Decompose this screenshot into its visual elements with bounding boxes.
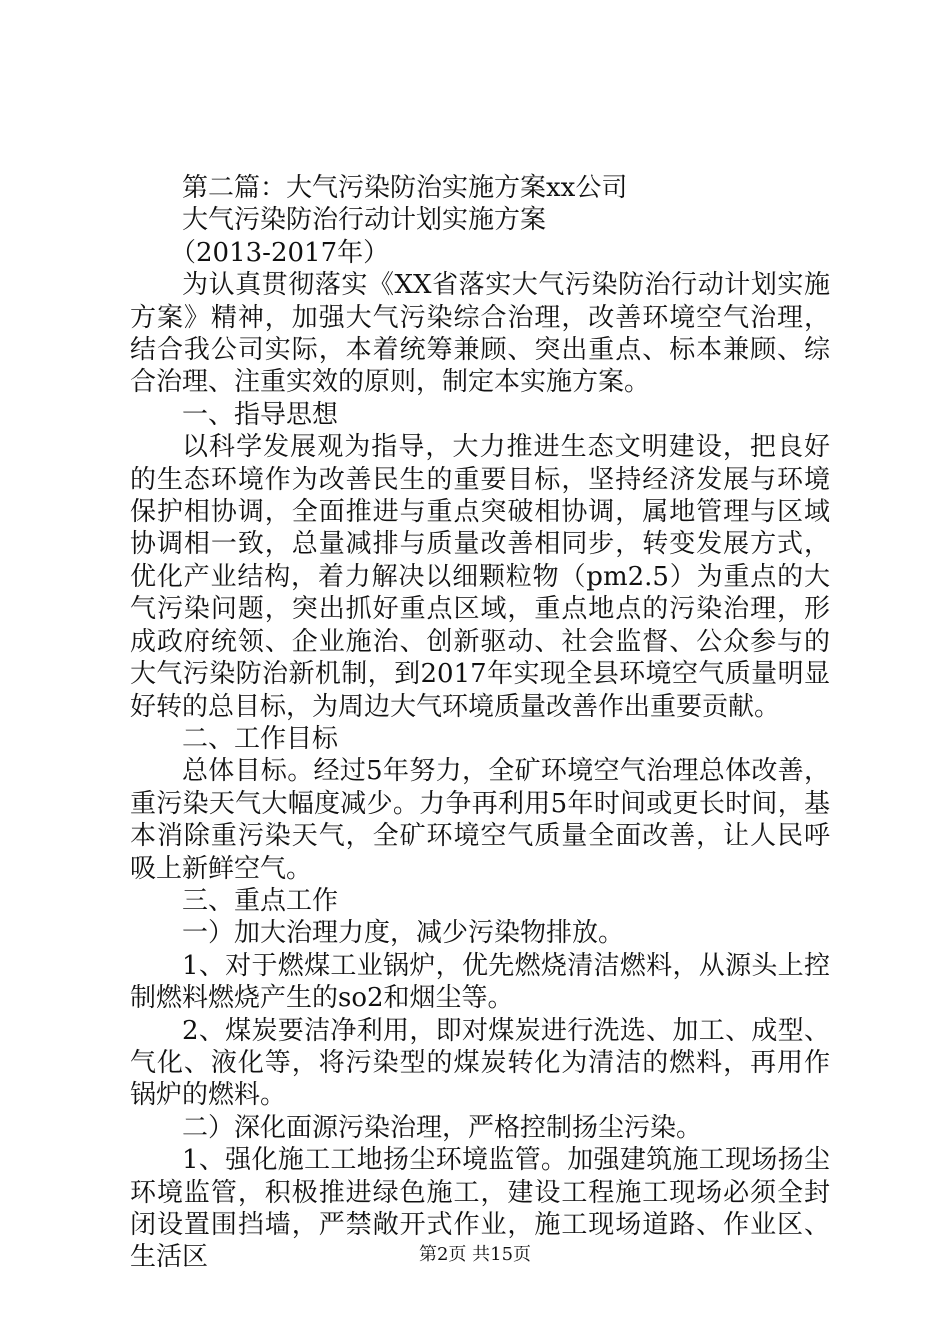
page-number-footer: 第2页 共15页 [418, 1244, 532, 1265]
plan-period: （2013-2017年） [170, 237, 390, 268]
subheading-dust-control: 二）深化面源污染治理，严格控制扬尘污染。 [182, 1112, 703, 1143]
work-goals-paragraph: 总体目标。经过5年努力，全矿环境空气治理总体改善，重污染天气大幅度减少。力争再利用5年时间或更长时间，基本消除重污染天气，全矿环境空气质量全面改善，让人民呼吸上新鲜空气。 [130, 756, 830, 884]
heading-work-goals: 二、工作目标 [182, 723, 339, 754]
intro-paragraph: 为认真贯彻落实《XX省落实大气污染防治行动计划实施方案》精神，加强大气污染综合治理，改善环境空气治理，结合我公司实际，本着统筹兼顾、突出重点、标本兼顾、综合治理、注重实效的原则，制定本实施方案。 [130, 270, 830, 398]
guiding-ideology-paragraph: 以科学发展观为指导，大力推进生态文明建设，把良好的生态环境作为改善民生的重要目标，坚持经济发展与环境保护相协调，全面推进与重点突破相协调，属地管理与区域协调相一致，总量减排与质量改善相同步，转变发展方式，优化产业结构，着力解决以细颗粒物（pm2.5）为重点的大气污染问题，突出抓好重点区域，重点地点的污染治理，形成政府统领、企业施治、创新驱动、社会监督、公众参与的大气污染防治新机制，到2017年实现全县环境空气质量明显好转的总目标，为周边大气环境质量改善作出重要贡献。 [130, 432, 830, 722]
plan-title: 大气污染防治行动计划实施方案 [182, 205, 547, 236]
section-title: 第二篇：大气污染防治实施方案xx公司 [182, 173, 628, 203]
item-coal-boilers: 1、对于燃煤工业锅炉，优先燃烧清洁燃料，从源头上控制燃料燃烧产生的so2和烟尘等。 [130, 950, 830, 1014]
document-body [130, 172, 830, 1274]
heading-guiding-ideology: 一、指导思想 [182, 399, 339, 430]
heading-key-work: 三、重点工作 [182, 885, 339, 916]
item-construction-dust: 1、强化施工工地扬尘环境监管。加强建筑施工现场扬尘环境监管，积极推进绿色施工，建设工程施工现场必须全封闭设置围挡墙，严禁敞开式作业，施工现场道路、作业区、生活区 [130, 1145, 830, 1273]
item-clean-coal: 2、煤炭要洁净利用，即对煤炭进行洗选、加工、成型、气化、液化等，将污染型的煤炭转化为清洁的燃料，再用作锅炉的燃料。 [130, 1015, 830, 1111]
subheading-reduce-emissions: 一）加大治理力度，减少污染物排放。 [182, 918, 625, 949]
